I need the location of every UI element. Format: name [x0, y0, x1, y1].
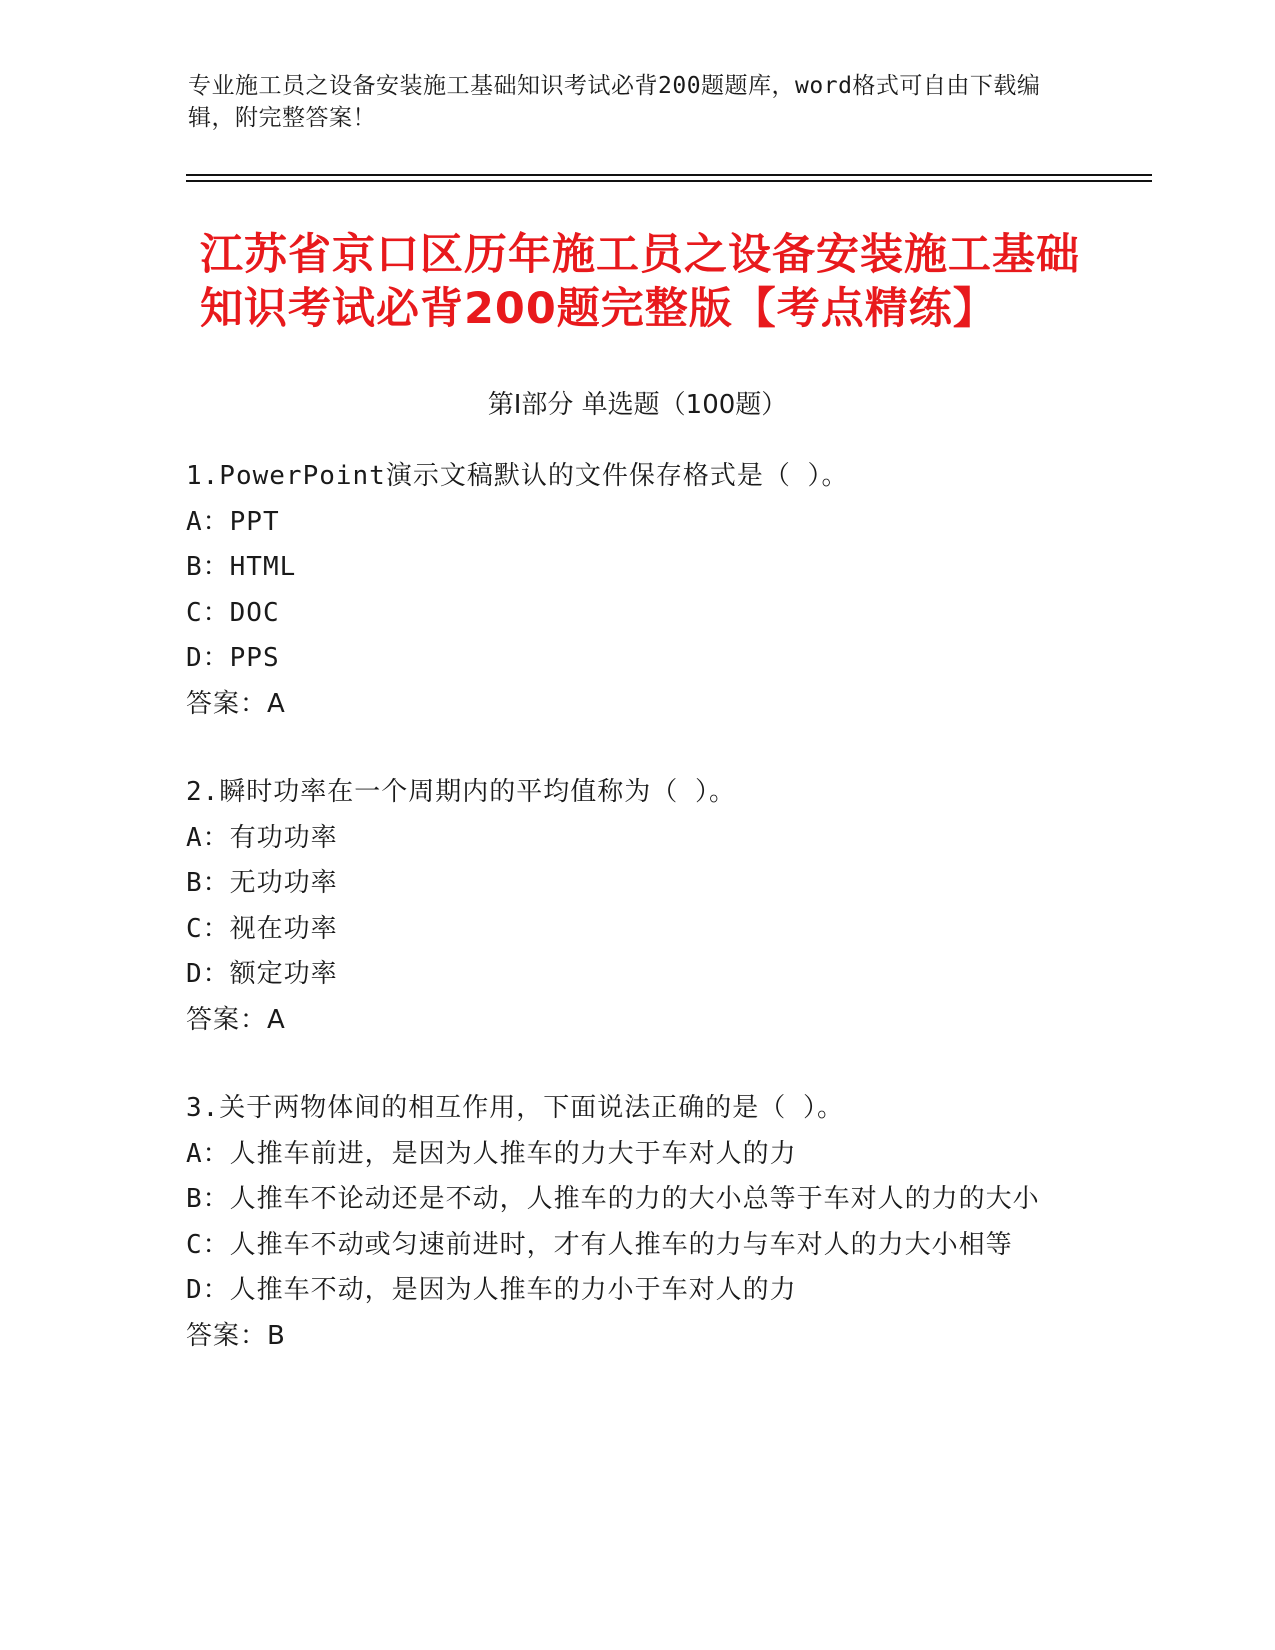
option-a: A：PPT	[186, 506, 280, 537]
question-3	[186, 1086, 1066, 1359]
option-b: B：无功功率	[186, 868, 338, 898]
header-divider-top	[186, 174, 1152, 176]
question-1	[186, 454, 1066, 727]
answer: 答案：B	[186, 1320, 286, 1351]
answer: 答案：A	[186, 1004, 286, 1035]
header-divider-bottom	[186, 180, 1152, 182]
option-d: D：人推车不动，是因为人推车的力小于车对人的力	[186, 1275, 797, 1305]
section-heading: 第Ⅰ部分 单选题（100题）	[487, 390, 788, 420]
question-2	[186, 770, 1066, 1043]
header-note: 专业施工员之设备安装施工基础知识考试必背200题题库，word格式可自由下载编辑，附完整答案！	[188, 73, 1041, 131]
option-a: A：人推车前进，是因为人推车的力大于车对人的力	[186, 1138, 797, 1169]
option-c: C：人推车不动或匀速前进时，才有人推车的力与车对人的力大小相等	[186, 1229, 1013, 1260]
question-stem: 3.关于两物体间的相互作用，下面说法正确的是（ ）。	[186, 1093, 844, 1123]
document-title: 江苏省京口区历年施工员之设备安装施工基础知识考试必背200题完整版【考点精练】	[200, 230, 1080, 334]
option-d: D：PPS	[186, 643, 280, 673]
option-b: B：HTML	[186, 552, 297, 582]
option-a: A：有功功率	[186, 822, 338, 853]
option-c: C：视在功率	[186, 913, 338, 944]
option-d: D：额定功率	[186, 959, 338, 989]
answer: 答案：A	[186, 688, 286, 719]
option-c: C：DOC	[186, 597, 280, 628]
question-stem: 1.PowerPoint演示文稿默认的文件保存格式是（ ）。	[186, 461, 849, 491]
option-b: B：人推车不论动还是不动，人推车的力的大小总等于车对人的力的大小	[186, 1184, 1040, 1214]
question-stem: 2.瞬时功率在一个周期内的平均值称为（ ）。	[186, 777, 736, 807]
